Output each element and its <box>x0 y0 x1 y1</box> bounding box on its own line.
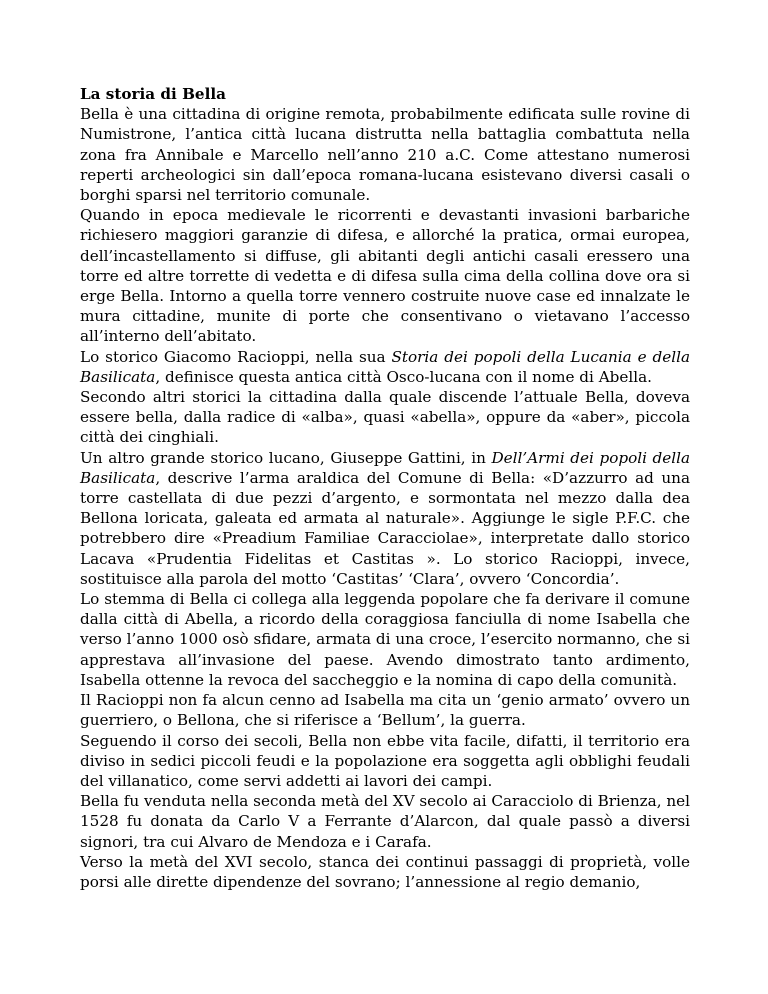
paragraph-text: Il Racioppi non fa alcun cenno ad Isabella ma cita un ‘genio armato’ ovvero un guerriero, o Bellona, che si riferisce a ‘Bellum’, la guerra. <box>80 691 690 730</box>
paragraph-text: Un altro grande storico lucano, Giuseppe Gattini, in <box>80 448 492 467</box>
paragraph-text: Secondo altri storici la cittadina dalla quale discende l’attuale Bella, doveva essere bella, dalla radice di «alba», quasi «abella», oppure da «aber», piccola città dei cinghiali. <box>80 388 690 447</box>
paragraph-gattini <box>80 448 690 589</box>
paragraph-text: Quando in epoca medievale le ricorrenti e devastanti invasioni barbariche richiesero maggiori garanzie di difesa, e allorché la pratica, ormai europea, dell’incastellamento si diffuse, gli abitanti degli antichi casali eressero una torre ed altre torrette di vedetta e di difesa sulla cima della collina dove ora si erge Bella. Intorno a quella torre vennero costruite nuove case ed innalzate le mura cittadine, munite di porte che consentivano o vietavano l’accesso all’interno dell’abitato. <box>80 206 690 346</box>
paragraph-text: Bella è una cittadina di origine remota, probabilmente edificata sulle rovine di Numistrone, l’antica città lucana distrutta nella battaglia combattuta nella zona fra Annibale e Marcello nell’anno 210 a.C. Come attestano numerosi reperti archeologici sin dall’epoca romana-lucana esistevano diversi casali o borghi sparsi nel territorio comunale. <box>80 105 690 205</box>
document-title: La storia di Bella <box>80 85 226 103</box>
paragraph-text: , definisce questa antica città Osco-lucana con il nome di Abella. <box>155 367 652 386</box>
book-title: Storia dei popoli della Lucania e della Basilicata <box>80 347 691 386</box>
paragraph-demanio <box>80 852 690 892</box>
paragraph-text: Seguendo il corso dei secoli, Bella non ebbe vita facile, difatti, il territorio era diviso in sedici piccoli feudi e la popolazione era soggetta agli obblighi feudali del villanatico, come servi addetti ai lavori dei campi. <box>80 731 690 790</box>
paragraph-racioppi <box>80 347 690 387</box>
paragraph-feudal <box>80 731 690 792</box>
paragraph-bellona <box>80 690 690 730</box>
paragraph-text: Lo stemma di Bella ci collega alla leggenda popolare che fa derivare il comune dalla città di Abella, a ricordo della coraggiosa fanciulla di nome Isabella che verso l’anno 1000 osò sfidare, armata di una croce, l’esercito normanno, che si apprestava all’invasione del paese. Avendo dimostrato tanto ardimento, Isabella ottenne la revoca del saccheggio e la nomina di capo della comunità. <box>80 590 690 689</box>
paragraph-origins <box>80 104 690 205</box>
paragraph-sale <box>80 791 690 852</box>
paragraph-text: Bella fu venduta nella seconda metà del XV secolo ai Caracciolo di Brienza, nel 1528 fu donata da Carlo V a Ferrante d’Alarcon, dal quale passò a diversi signori, tra cui Alvaro de Mendoza e i Carafa. <box>80 792 690 851</box>
paragraph-text: , descrive l’arma araldica del Comune di Bella: «D’azzurro ad una torre castellata di due pezzi d’argento, e sormontata nel mezzo dalla dea Bellona loricata, galeata ed armata al naturale». Aggiunge le sigle P.F.C. che potrebbero dire «Preadium Familiae Caracciolae», interpretate dallo storico Lacava «Prudentia Fidelitas et Castitas ». Lo storico Racioppi, invece, sostituisce alla parola del motto ‘Castitas’ ‘Clara’, ovvero ‘Concordia’. <box>80 468 690 588</box>
paragraph-etymology <box>80 387 690 448</box>
paragraph-text: Verso la metà del XVI secolo, stanca dei continui passaggi di proprietà, volle porsi alle dirette dipendenze del sovrano; l’annessione al regio demanio, <box>80 852 690 891</box>
paragraph-medieval <box>80 205 690 346</box>
book-title: Dell’Armi dei popoli della Basilicata <box>80 448 691 487</box>
paragraph-text: Lo storico Giacomo Racioppi, nella sua <box>80 347 392 366</box>
paragraph-legend <box>80 589 690 690</box>
document-page <box>80 84 690 892</box>
